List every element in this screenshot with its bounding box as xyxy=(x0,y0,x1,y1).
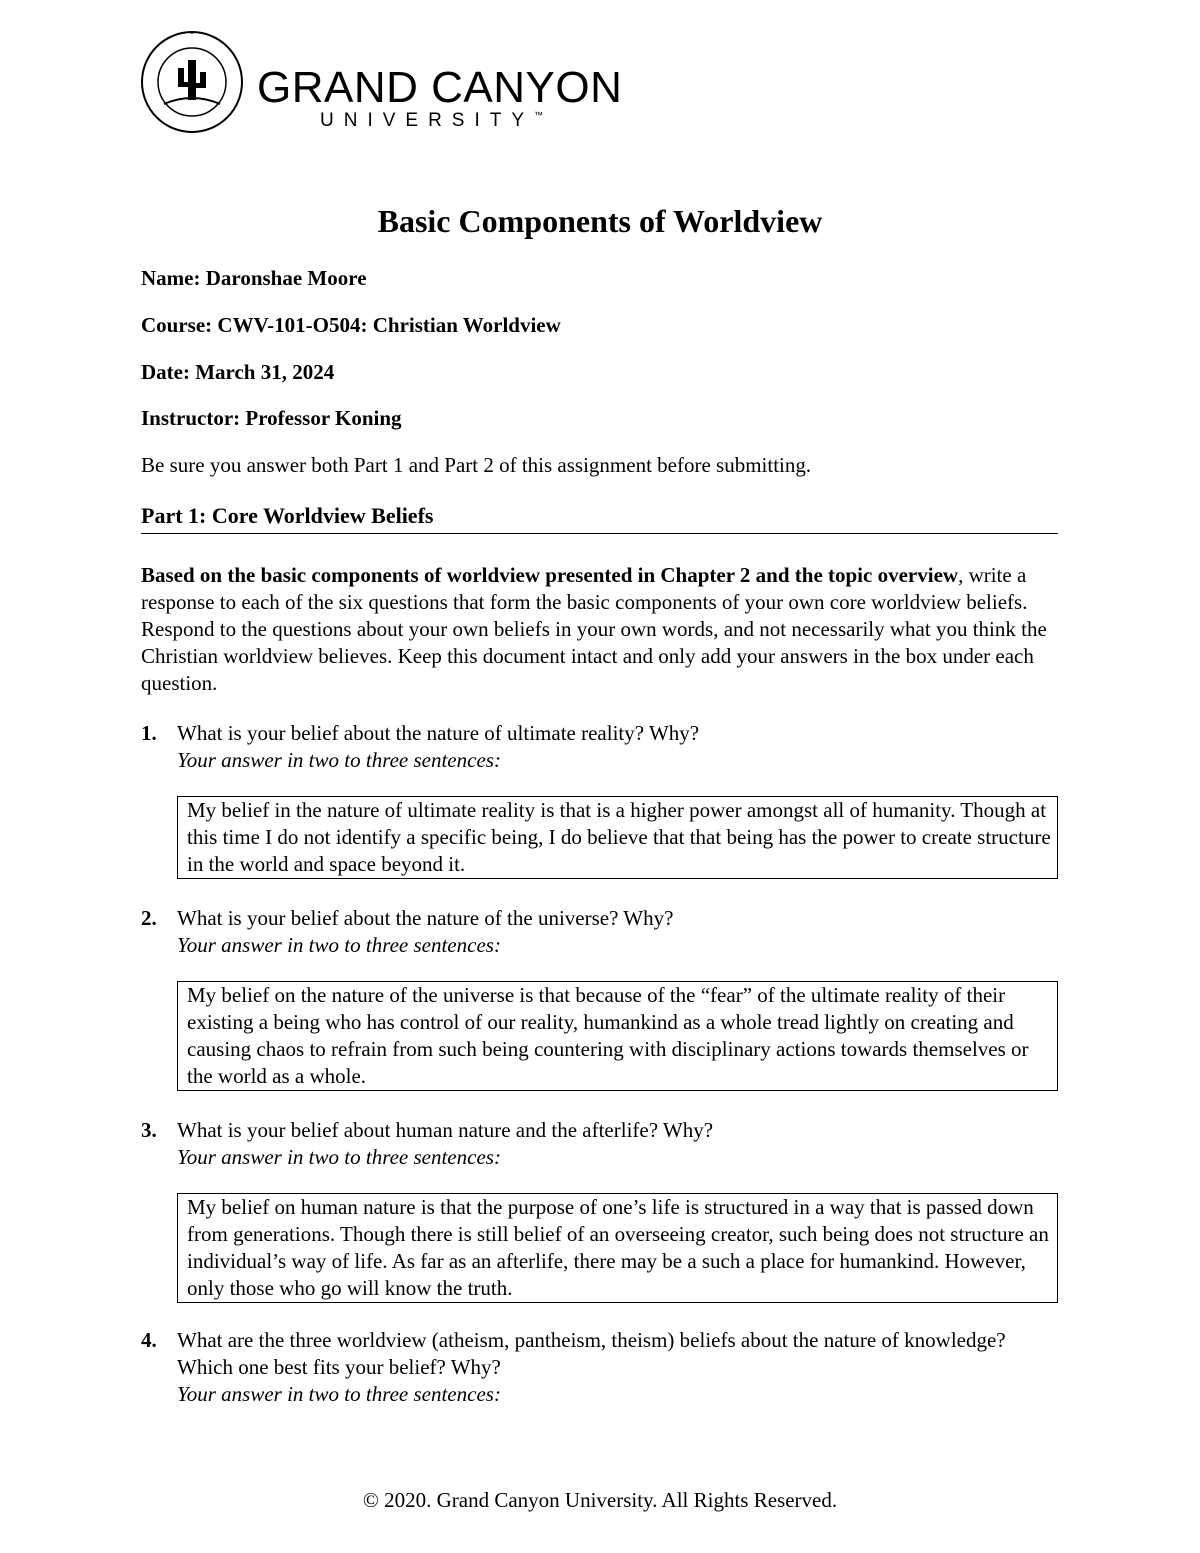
answer-box-2[interactable]: My belief on the nature of the universe is that because of the “fear” of the ultimate reality of their existing a being who has control of our reality, humankind as a whole tread lightly on creating and causing chaos to refrain from such being countering with disciplinary actions towards themselves or the world as a whole. xyxy=(177,981,1058,1091)
copyright-footer: © 2020. Grand Canyon University. All Rights Reserved. xyxy=(362,1488,838,1512)
question-4 xyxy=(141,1327,1061,1408)
answer-box-1[interactable]: My belief in the nature of ultimate reality is that is a higher power amongst all of humanity. Though at this time I do not identify a specific being, I do believe that that being has the power to create structure in the world and space beyond it. xyxy=(177,796,1058,879)
question-number: 4. xyxy=(141,1328,157,1352)
question-text: What are the three worldview (atheism, pantheism, theism) beliefs about the nature of knowledge? Which one best fits your belief? Why? xyxy=(177,1328,1006,1379)
logo-wordmark-line1: GRAND CANYON xyxy=(257,63,623,112)
question-number: 2. xyxy=(141,906,157,930)
question-hint: Your answer in two to three sentences: xyxy=(177,1382,501,1406)
part1-instructions-bold: Based on the basic components of worldview presented in Chapter 2 and the topic overview xyxy=(141,563,959,587)
part1-instructions xyxy=(141,562,1061,697)
question-number: 3. xyxy=(141,1118,157,1142)
question-hint: Your answer in two to three sentences: xyxy=(177,748,501,772)
part1-instructions-text: , write a response to each of the six questions that form the basic components of your own core worldview beliefs. Respond to the questions about your own beliefs in your own words, and not necessarily what you think the Christian worldview believes. Keep this document intact and only add your answers in the box under each question. xyxy=(141,563,1047,695)
question-text: What is your belief about the nature of ultimate reality? Why? xyxy=(177,721,700,745)
question-2 xyxy=(141,905,1061,959)
submission-note: Be sure you answer both Part 1 and Part 2 of this assignment before submitting. xyxy=(141,453,812,477)
instructor-name: Instructor: Professor Koning xyxy=(141,406,402,430)
answer-box-3[interactable]: My belief on human nature is that the purpose of one’s life is structured in a way that is passed down from generations. Though there is still belief of an overseeing creator, such being does not structure an individual’s way of life. As far as an afterlife, there may be a such a place for humankind. However, only those who go will know the truth. xyxy=(177,1193,1058,1303)
question-text: What is your belief about the nature of the universe? Why? xyxy=(177,906,674,930)
question-hint: Your answer in two to three sentences: xyxy=(177,933,501,957)
student-name: Name: Daronshae Moore xyxy=(141,266,367,290)
question-3 xyxy=(141,1117,1061,1171)
logo-wordmark-line2: UNIVERSITY™ xyxy=(320,110,544,131)
submission-date: Date: March 31, 2024 xyxy=(141,360,335,384)
question-text: What is your belief about human nature and the afterlife? Why? xyxy=(177,1118,714,1142)
course-info: Course: CWV-101-O504: Christian Worldview xyxy=(141,313,561,337)
question-number: 1. xyxy=(141,721,157,745)
part1-heading: Part 1: Core Worldview Beliefs xyxy=(141,503,1058,534)
question-1 xyxy=(141,720,1061,774)
question-hint: Your answer in two to three sentences: xyxy=(177,1145,501,1169)
university-logo xyxy=(140,30,623,134)
document-title: Basic Components of Worldview xyxy=(377,203,823,239)
university-seal-icon xyxy=(140,30,244,134)
